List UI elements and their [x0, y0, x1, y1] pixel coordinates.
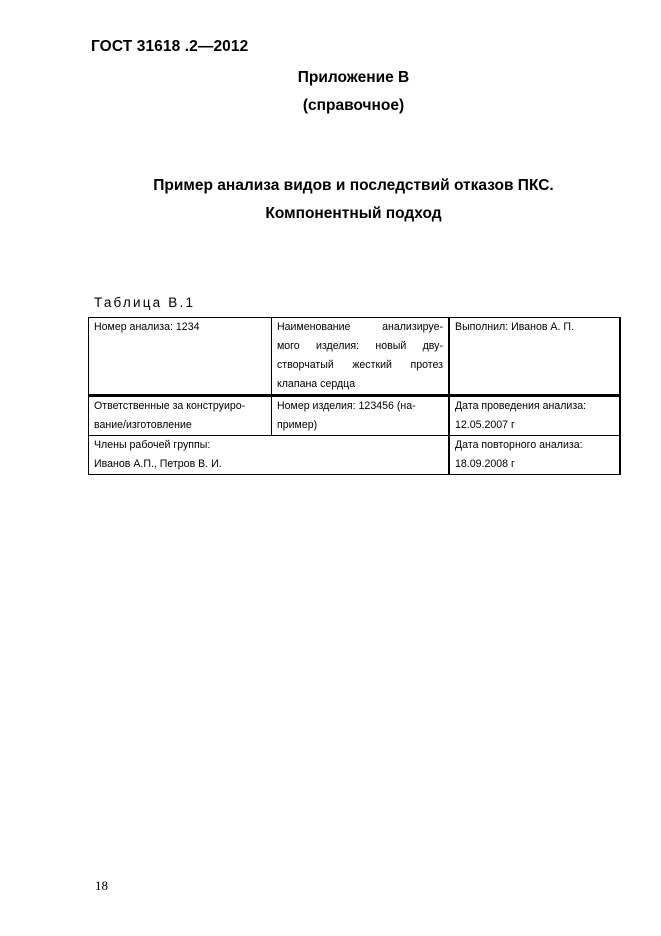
table-cell-product-number — [272, 396, 450, 436]
cell-text: Иванов А.П., Петров В. И. — [94, 458, 222, 470]
cell-text: мого изделия: новый дву- — [277, 340, 443, 352]
cell-text: Ответственные за конструиро- — [94, 400, 246, 412]
cell-text: 12.05.2007 г — [455, 419, 515, 431]
cell-text: Номер изделия: 123456 (на- — [277, 400, 416, 412]
cell-text: Номер анализа: 1234 — [94, 321, 200, 333]
cell-text: Дата повторного анализа: — [455, 439, 583, 451]
cell-text: Дата проведения анализа: — [455, 400, 587, 412]
cell-text: вание/изготовление — [94, 419, 192, 431]
table-cell-performed-by — [449, 318, 620, 396]
table-row — [89, 436, 621, 475]
cell-text: створчатый жесткий протез — [277, 359, 443, 371]
table-cell-reanalysis-date — [449, 436, 620, 475]
table-cell-working-group — [89, 436, 450, 475]
table-cell-responsible — [89, 396, 272, 436]
cell-text: Члены рабочей группы: — [94, 439, 211, 451]
cell-text: Выполнил: Иванов А. П. — [455, 321, 574, 333]
table-cell-analysis-date — [449, 396, 620, 436]
table-row — [89, 318, 621, 396]
section-title-line-1: Пример анализа видов и последствий отказов ПКС. — [153, 177, 554, 194]
cell-text: пример) — [277, 419, 318, 431]
page-number: 18 — [95, 878, 108, 893]
cell-text: Наименование анализируе- — [277, 321, 443, 333]
appendix-title: Приложение В — [297, 69, 410, 86]
appendix-subtitle: (справочное) — [302, 97, 405, 114]
table-row — [89, 396, 621, 436]
document-code: ГОСТ 31618 .2—2012 — [91, 38, 249, 55]
analysis-info-table — [88, 317, 621, 475]
table-cell-analysis-number — [89, 318, 272, 396]
table-caption: Таблица В.1 — [94, 295, 196, 310]
cell-text: клапана сердца — [277, 378, 356, 390]
section-title-line-2: Компонентный подход — [265, 205, 442, 222]
cell-text: 18.09.2008 г — [455, 458, 515, 470]
table-cell-product-name — [272, 318, 450, 396]
